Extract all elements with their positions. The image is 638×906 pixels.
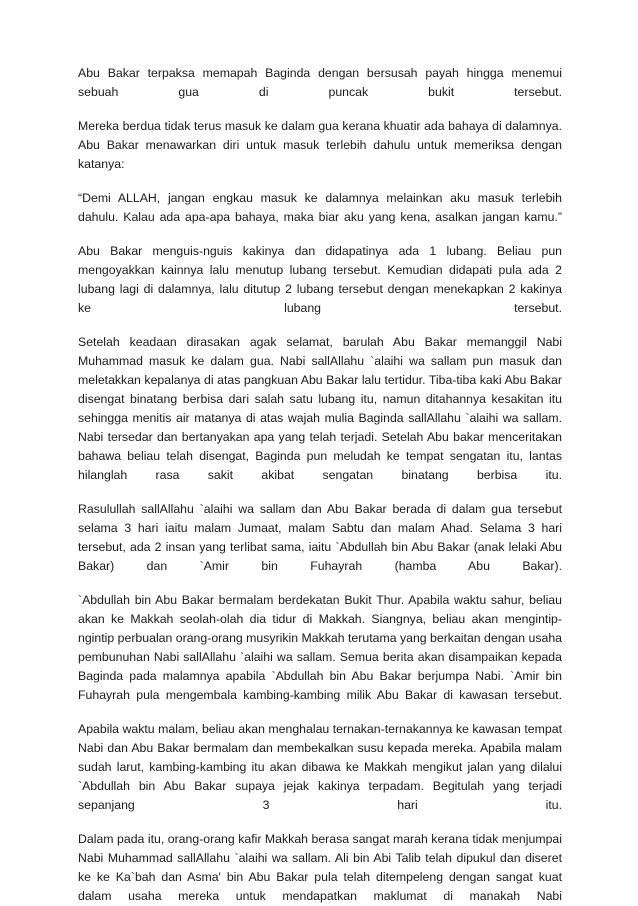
paragraph-4: Abu Bakar menguis-nguis kakinya dan didapatinya ada 1 lubang. Beliau pun mengoyakkan kainnya lalu menutup lubang tersebut. Kemudian didapati pula ada 2 lubang lagi di dalamnya, lalu ditutup 2 lubang tersebut dengan menekapkan 2 kakinya ke lubang tersebut. xyxy=(78,244,562,315)
paragraph-2: Mereka berdua tidak terus masuk ke dalam gua kerana khuatir ada bahaya di dalamnya. Abu Bakar menawarkan diri untuk masuk terlebih dahulu untuk memeriksa dengan katanya: xyxy=(78,119,562,171)
paragraph-9: Dalam pada itu, orang-orang kafir Makkah berasa sangat marah kerana tidak menjumpai Nabi Muhammad sallAllahu `alaihi wa sallam. Ali bin Abi Talib telah dipukul dan diseret ke ke Ka`bah dan Asma' bin Abu Bakar pula telah ditempeleng dengan sangat kuat dalam usaha mereka untuk mendapatkan maklumat di manakah Nabi xyxy=(78,832,562,903)
paragraph-6: Rasulullah sallAllahu `alaihi wa sallam dan Abu Bakar berada di dalam gua tersebut selama 3 hari iaitu malam Jumaat, malam Sabtu dan malam Ahad. Selama 3 hari tersebut, ada 2 insan yang terlibat sama, iaitu `Abdullah bin Abu Bakar (anak lelaki Abu Bakar) dan `Amir bin Fuhayrah (hamba Abu Bakar). xyxy=(78,502,562,573)
paragraph-3: “Demi ALLAH, jangan engkau masuk ke dalamnya melainkan aku masuk terlebih dahulu. Kalau ada apa-apa bahaya, maka biar aku yang kena, asalkan jangan kamu.” xyxy=(78,191,562,224)
paragraph-5: Setelah keadaan dirasakan agak selamat, barulah Abu Bakar memanggil Nabi Muhammad masuk ke dalam gua. Nabi sallAllahu `alaihi wa sallam pun masuk dan meletakkan kepalanya di atas pangkuan Abu Bakar lalu tertidur. Tiba-tiba kaki Abu Bakar disengat binatang berbisa dari salah satu lubang itu, namun ditahannya kesakitan itu sehingga menitis air matanya di atas wajah mulia Baginda sallAllahu `alaihi wa sallam. Nabi tersedar dan bertanyakan apa yang telah terjadi. Setelah Abu bakar menceritakan bahawa beliau telah disengat, Baginda pun meludah ke tempat sengatan itu, lantas hilanglah rasa sakit akibat sengatan binatang berbisa itu. xyxy=(78,335,562,482)
paragraph-7: `Abdullah bin Abu Bakar bermalam berdekatan Bukit Thur. Apabila waktu sahur, beliau akan ke Makkah seolah-olah dia tidur di Makkah. Siangnya, beliau akan mengintip-ngintip perbualan orang-orang musyrikin Makkah terutama yang berkaitan dengan usaha pembunuhan Nabi sallAllahu `alaihi wa sallam. Semua berita akan disampaikan kepada Baginda pada malamnya apabila `Abdullah bin Abu Bakar berjumpa Nabi. `Amir bin Fuhayrah pula mengembala kambing-kambing milik Abu Bakar di kawasan tersebut. xyxy=(78,593,562,702)
paragraph-8: Apabila waktu malam, beliau akan menghalau ternakan-ternakannya ke kawasan tempat Nabi dan Abu Bakar bermalam dan membekalkan susu kepada mereka. Apabila malam sudah larut, kambing-kambing itu akan dibawa ke Makkah mengikut jalan yang dilalui `Abdullah bin Abu Bakar supaya jejak kakinya terpadam. Begitulah yang terjadi sepanjang 3 hari itu. xyxy=(78,722,562,812)
document-page xyxy=(78,64,562,906)
paragraph-1: Abu Bakar terpaksa memapah Baginda dengan bersusah payah hingga menemui sebuah gua di puncak bukit tersebut. xyxy=(78,66,562,99)
